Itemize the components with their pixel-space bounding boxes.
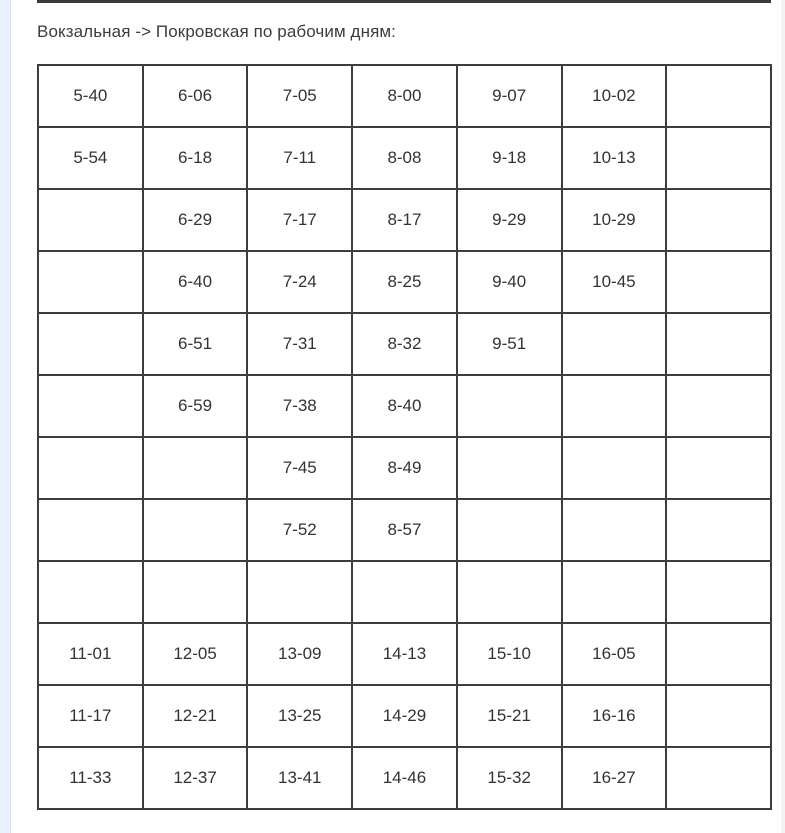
timetable-cell: 10-29	[562, 189, 667, 251]
timetable-cell: 13-09	[247, 623, 352, 685]
timetable-cell: 16-05	[562, 623, 667, 685]
timetable-cell: 6-51	[143, 313, 248, 375]
timetable-cell: 16-27	[562, 747, 667, 809]
timetable-row	[38, 623, 771, 685]
timetable-cell	[666, 251, 771, 313]
timetable-cell: 13-41	[247, 747, 352, 809]
timetable-cell	[38, 561, 143, 623]
timetable-cell: 6-06	[143, 65, 248, 127]
timetable-cell: 5-40	[38, 65, 143, 127]
timetable-cell	[666, 313, 771, 375]
timetable-cell	[457, 437, 562, 499]
left-page-rail	[0, 0, 11, 833]
timetable-cell: 7-31	[247, 313, 352, 375]
timetable-cell	[666, 375, 771, 437]
timetable-cell: 9-07	[457, 65, 562, 127]
timetable-row	[38, 375, 771, 437]
timetable-body	[38, 65, 771, 809]
timetable-cell	[38, 437, 143, 499]
timetable-cell: 14-46	[352, 747, 457, 809]
timetable-cell: 15-32	[457, 747, 562, 809]
timetable-cell: 7-38	[247, 375, 352, 437]
timetable-cell: 9-40	[457, 251, 562, 313]
timetable-cell: 13-25	[247, 685, 352, 747]
timetable-row	[38, 747, 771, 809]
timetable-cell	[457, 499, 562, 561]
schedule-caption: Вокзальная -> Покровская по рабочим дням:	[37, 22, 396, 41]
timetable-cell	[457, 375, 562, 437]
timetable-cell: 7-52	[247, 499, 352, 561]
timetable-cell: 14-29	[352, 685, 457, 747]
timetable-cell: 6-29	[143, 189, 248, 251]
timetable-cell	[38, 251, 143, 313]
timetable-cell: 8-40	[352, 375, 457, 437]
timetable-cell: 10-45	[562, 251, 667, 313]
timetable-cell: 8-17	[352, 189, 457, 251]
timetable	[37, 64, 772, 810]
timetable-cell: 8-49	[352, 437, 457, 499]
timetable-cell	[666, 747, 771, 809]
timetable-cell	[666, 127, 771, 189]
timetable-cell	[457, 561, 562, 623]
timetable-cell: 6-59	[143, 375, 248, 437]
timetable-cell: 8-25	[352, 251, 457, 313]
timetable-row	[38, 685, 771, 747]
timetable-cell: 11-01	[38, 623, 143, 685]
timetable-cell: 8-32	[352, 313, 457, 375]
timetable-cell	[562, 437, 667, 499]
timetable-cell	[666, 65, 771, 127]
timetable-cell	[38, 313, 143, 375]
timetable-row	[38, 561, 771, 623]
timetable-cell: 7-05	[247, 65, 352, 127]
timetable-cell	[562, 375, 667, 437]
timetable-cell: 10-13	[562, 127, 667, 189]
timetable-cell: 15-10	[457, 623, 562, 685]
timetable-cell: 9-18	[457, 127, 562, 189]
right-page-edge	[781, 0, 785, 833]
timetable-cell: 6-18	[143, 127, 248, 189]
timetable-cell: 12-21	[143, 685, 248, 747]
timetable-cell	[562, 499, 667, 561]
timetable-cell	[562, 561, 667, 623]
timetable-cell	[143, 499, 248, 561]
timetable-cell: 6-40	[143, 251, 248, 313]
timetable-cell	[666, 189, 771, 251]
timetable-cell: 12-05	[143, 623, 248, 685]
timetable-cell	[38, 375, 143, 437]
timetable-cell	[143, 437, 248, 499]
timetable-cell: 15-21	[457, 685, 562, 747]
timetable-row	[38, 499, 771, 561]
timetable-cell	[38, 189, 143, 251]
timetable-cell: 11-33	[38, 747, 143, 809]
timetable-cell	[666, 623, 771, 685]
timetable-cell: 7-45	[247, 437, 352, 499]
timetable-row	[38, 313, 771, 375]
timetable-cell	[666, 499, 771, 561]
timetable-cell: 8-08	[352, 127, 457, 189]
timetable-cell	[38, 499, 143, 561]
timetable-cell	[666, 437, 771, 499]
timetable-cell: 7-11	[247, 127, 352, 189]
timetable-cell	[247, 561, 352, 623]
timetable-cell	[143, 561, 248, 623]
timetable-row	[38, 65, 771, 127]
timetable-cell	[562, 313, 667, 375]
timetable-cell: 16-16	[562, 685, 667, 747]
timetable-cell: 11-17	[38, 685, 143, 747]
timetable-cell: 9-51	[457, 313, 562, 375]
timetable-row	[38, 251, 771, 313]
timetable-cell	[666, 685, 771, 747]
timetable-cell: 9-29	[457, 189, 562, 251]
timetable-row	[38, 437, 771, 499]
timetable-row	[38, 127, 771, 189]
timetable-cell: 8-57	[352, 499, 457, 561]
timetable-row	[38, 189, 771, 251]
timetable-cell	[666, 561, 771, 623]
timetable-cell: 8-00	[352, 65, 457, 127]
timetable-cell	[352, 561, 457, 623]
timetable-cell: 5-54	[38, 127, 143, 189]
timetable-cell: 12-37	[143, 747, 248, 809]
timetable-cell: 7-17	[247, 189, 352, 251]
timetable-cell: 14-13	[352, 623, 457, 685]
timetable-cell: 10-02	[562, 65, 667, 127]
previous-table-bottom-border	[37, 0, 771, 3]
timetable-cell: 7-24	[247, 251, 352, 313]
